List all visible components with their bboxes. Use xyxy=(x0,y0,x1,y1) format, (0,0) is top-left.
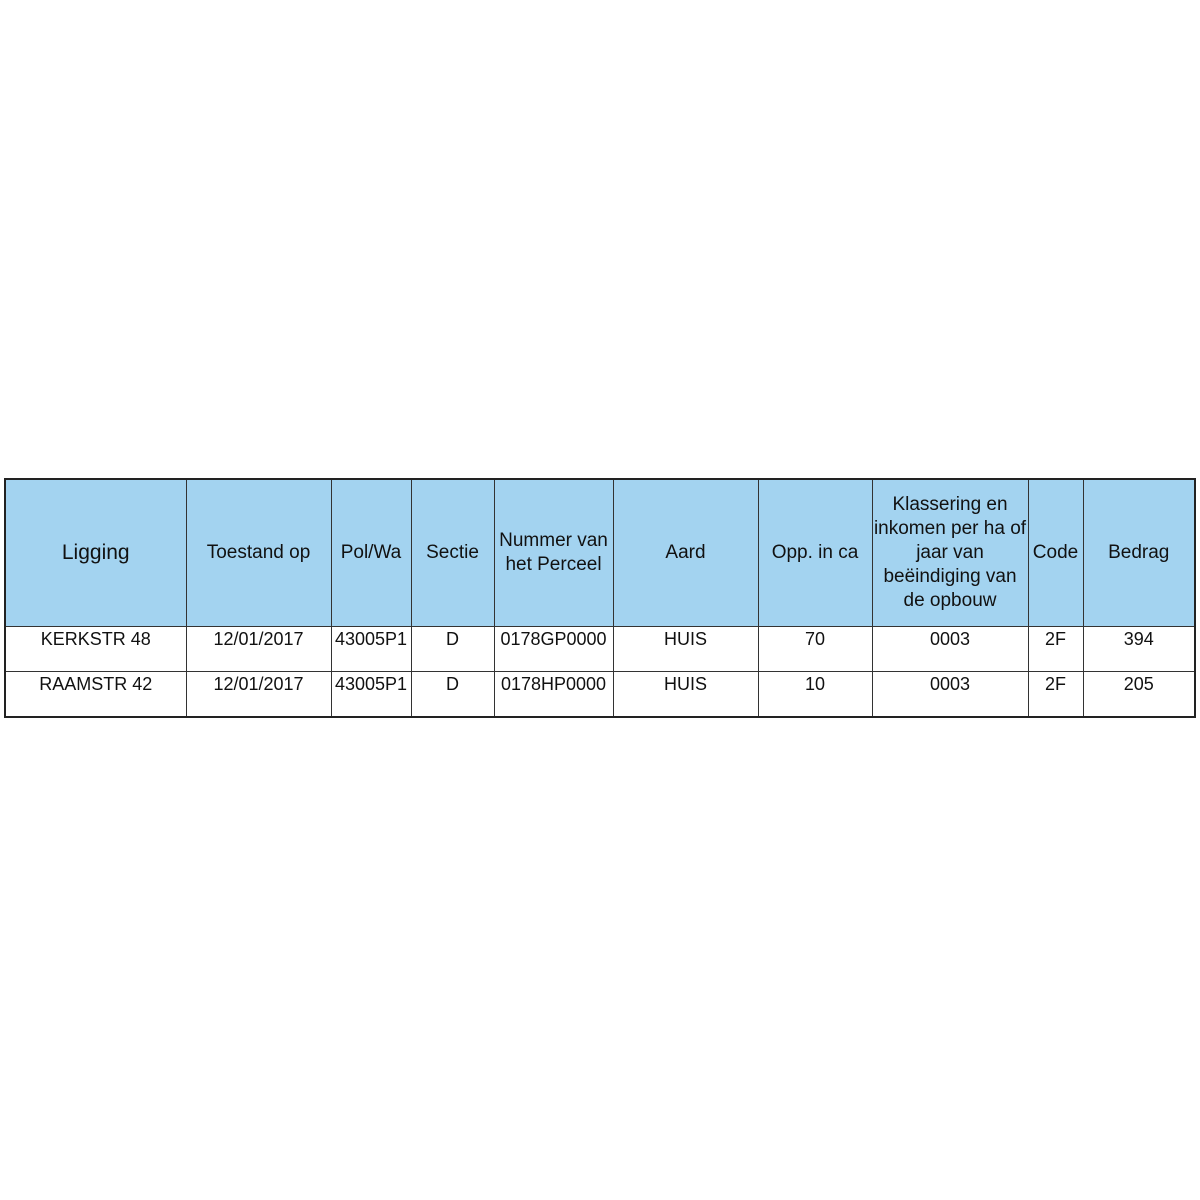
table-header-row xyxy=(5,479,1195,627)
cell-code: 2F xyxy=(1028,672,1083,718)
cell-opp-ca: 70 xyxy=(758,627,872,672)
table-row xyxy=(5,672,1195,718)
header-aard: Aard xyxy=(613,479,758,627)
cadastral-parcels-table xyxy=(4,478,1196,718)
cell-bedrag: 205 xyxy=(1083,672,1195,718)
cell-toestand-op: 12/01/2017 xyxy=(186,672,331,718)
cell-sectie: D xyxy=(411,672,494,718)
header-code: Code xyxy=(1028,479,1083,627)
header-toestand-op: Toestand op xyxy=(186,479,331,627)
table-row xyxy=(5,627,1195,672)
cell-code: 2F xyxy=(1028,627,1083,672)
cell-opp-ca: 10 xyxy=(758,672,872,718)
header-opp-ca: Opp. in ca xyxy=(758,479,872,627)
cell-ligging: RAAMSTR 42 xyxy=(5,672,186,718)
header-nummer-perceel: Nummer van het Perceel xyxy=(494,479,613,627)
cadastral-table-wrapper xyxy=(4,478,1196,718)
cell-nummer-perceel: 0178HP0000 xyxy=(494,672,613,718)
cell-klassering: 0003 xyxy=(872,627,1028,672)
header-bedrag: Bedrag xyxy=(1083,479,1195,627)
cell-ligging: KERKSTR 48 xyxy=(5,627,186,672)
cell-toestand-op: 12/01/2017 xyxy=(186,627,331,672)
cell-pol-wa: 43005P1 xyxy=(331,672,411,718)
cell-aard: HUIS xyxy=(613,627,758,672)
header-sectie: Sectie xyxy=(411,479,494,627)
cell-sectie: D xyxy=(411,627,494,672)
cell-nummer-perceel: 0178GP0000 xyxy=(494,627,613,672)
header-ligging: Ligging xyxy=(5,479,186,627)
cell-klassering: 0003 xyxy=(872,672,1028,718)
cell-pol-wa: 43005P1 xyxy=(331,627,411,672)
cell-aard: HUIS xyxy=(613,672,758,718)
header-pol-wa: Pol/Wa xyxy=(331,479,411,627)
cell-bedrag: 394 xyxy=(1083,627,1195,672)
header-klassering: Klassering en inkomen per ha of jaar van beëindiging van de opbouw xyxy=(872,479,1028,627)
